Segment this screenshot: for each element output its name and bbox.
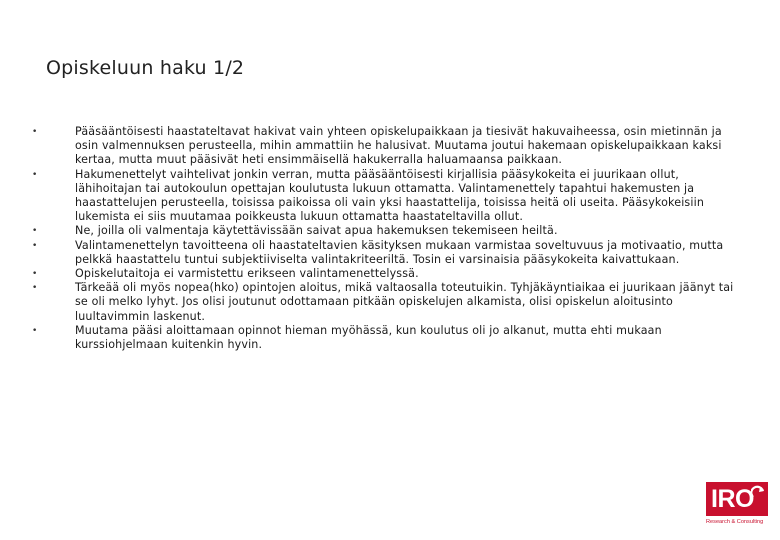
logo-tagline: Research & Consulting — [706, 519, 764, 525]
bullet-item — [28, 324, 748, 352]
bullet-item — [28, 267, 748, 281]
iro-logo — [706, 482, 770, 532]
bullet-icon: • — [32, 283, 38, 294]
bullet-text: Opiskelutaitoja ei varmistettu erikseen valintamenettelyssä. — [75, 267, 419, 281]
bullet-text: Hakumenettelyt vaihtelivat jonkin verran, mutta pääsääntöisesti kirjallisia pääsykokeita ei juurikaan ollut, lähihoitajan tai autokoulun opettajan koulutusta lukuun ottamatta. Valintamenettely tapahtui hakemusten ja haastattelujen perusteella, toisissa paikoissa oli vain yksi haastattelija, toisissa heitä oli useita. Pääsykokeisiin lukemista ei siis muutamaa poikkeusta lukuun ottamatta haastateltavilla ollut. — [75, 167, 705, 224]
bullet-list — [28, 125, 748, 352]
bullet-icon: • — [32, 169, 38, 180]
bullet-item — [28, 239, 748, 267]
bullet-item — [28, 281, 748, 324]
bullet-icon: • — [32, 226, 38, 237]
bullet-icon: • — [32, 240, 38, 251]
logo-badge — [706, 482, 768, 516]
bullet-text: Pääsääntöisesti haastateltavat hakivat vain yhteen opiskelupaikkaan ja tiesivät hakuvaiheessa, osin mietinnän ja osin valmennuksen perusteella, mihin ammattiin he halusivat. Muutama joutui hakemaan opiskelupaikkaan kaksi kertaa, mutta muut pääsivät heti ensimmäisellä hakukerralla haluamaansa paikkaan. — [75, 125, 722, 167]
bullet-item — [28, 125, 748, 168]
logo-text: IRO — [711, 485, 754, 513]
slide-title: Opiskeluun haku 1/2 — [46, 57, 245, 79]
bullet-icon: • — [32, 325, 38, 336]
bullet-icon: • — [32, 269, 38, 280]
bullet-text: Tärkeää oli myös nopea(hko) opintojen aloitus, mikä valtaosalla toteutuikin. Tyhjäkäyntiaikaa ei juurikaan jäänyt tai se oli melko lyhyt. Jos olisi joutunut odottamaan pitkään opiskelujen alkamista, olisi opiskelun aloitusinto luultavimmin laskenut. — [75, 281, 734, 323]
bullet-text: Ne, joilla oli valmentaja käytettävissään saivat apua hakemuksen tekemiseen heiltä. — [75, 224, 558, 238]
logo-arrow-icon — [751, 485, 765, 499]
bullet-item — [28, 168, 748, 225]
bullet-item — [28, 224, 748, 238]
bullet-text: Valintamenettelyn tavoitteena oli haastateltavien käsityksen mukaan varmistaa soveltuvuus ja motivaatio, mutta pelkkä haastattelu tuntui subjektiiviselta valintakriteeriltä. Tosin ei varsinaisia pääsykokeita kaivattukaan. — [75, 238, 724, 266]
bullet-icon: • — [32, 127, 38, 137]
bullet-text: Muutama pääsi aloittamaan opinnot hieman myöhässä, kun koulutus oli jo alkanut, mutta ehti mukaan kurssiohjelmaan kuitenkin hyvin. — [75, 323, 662, 352]
